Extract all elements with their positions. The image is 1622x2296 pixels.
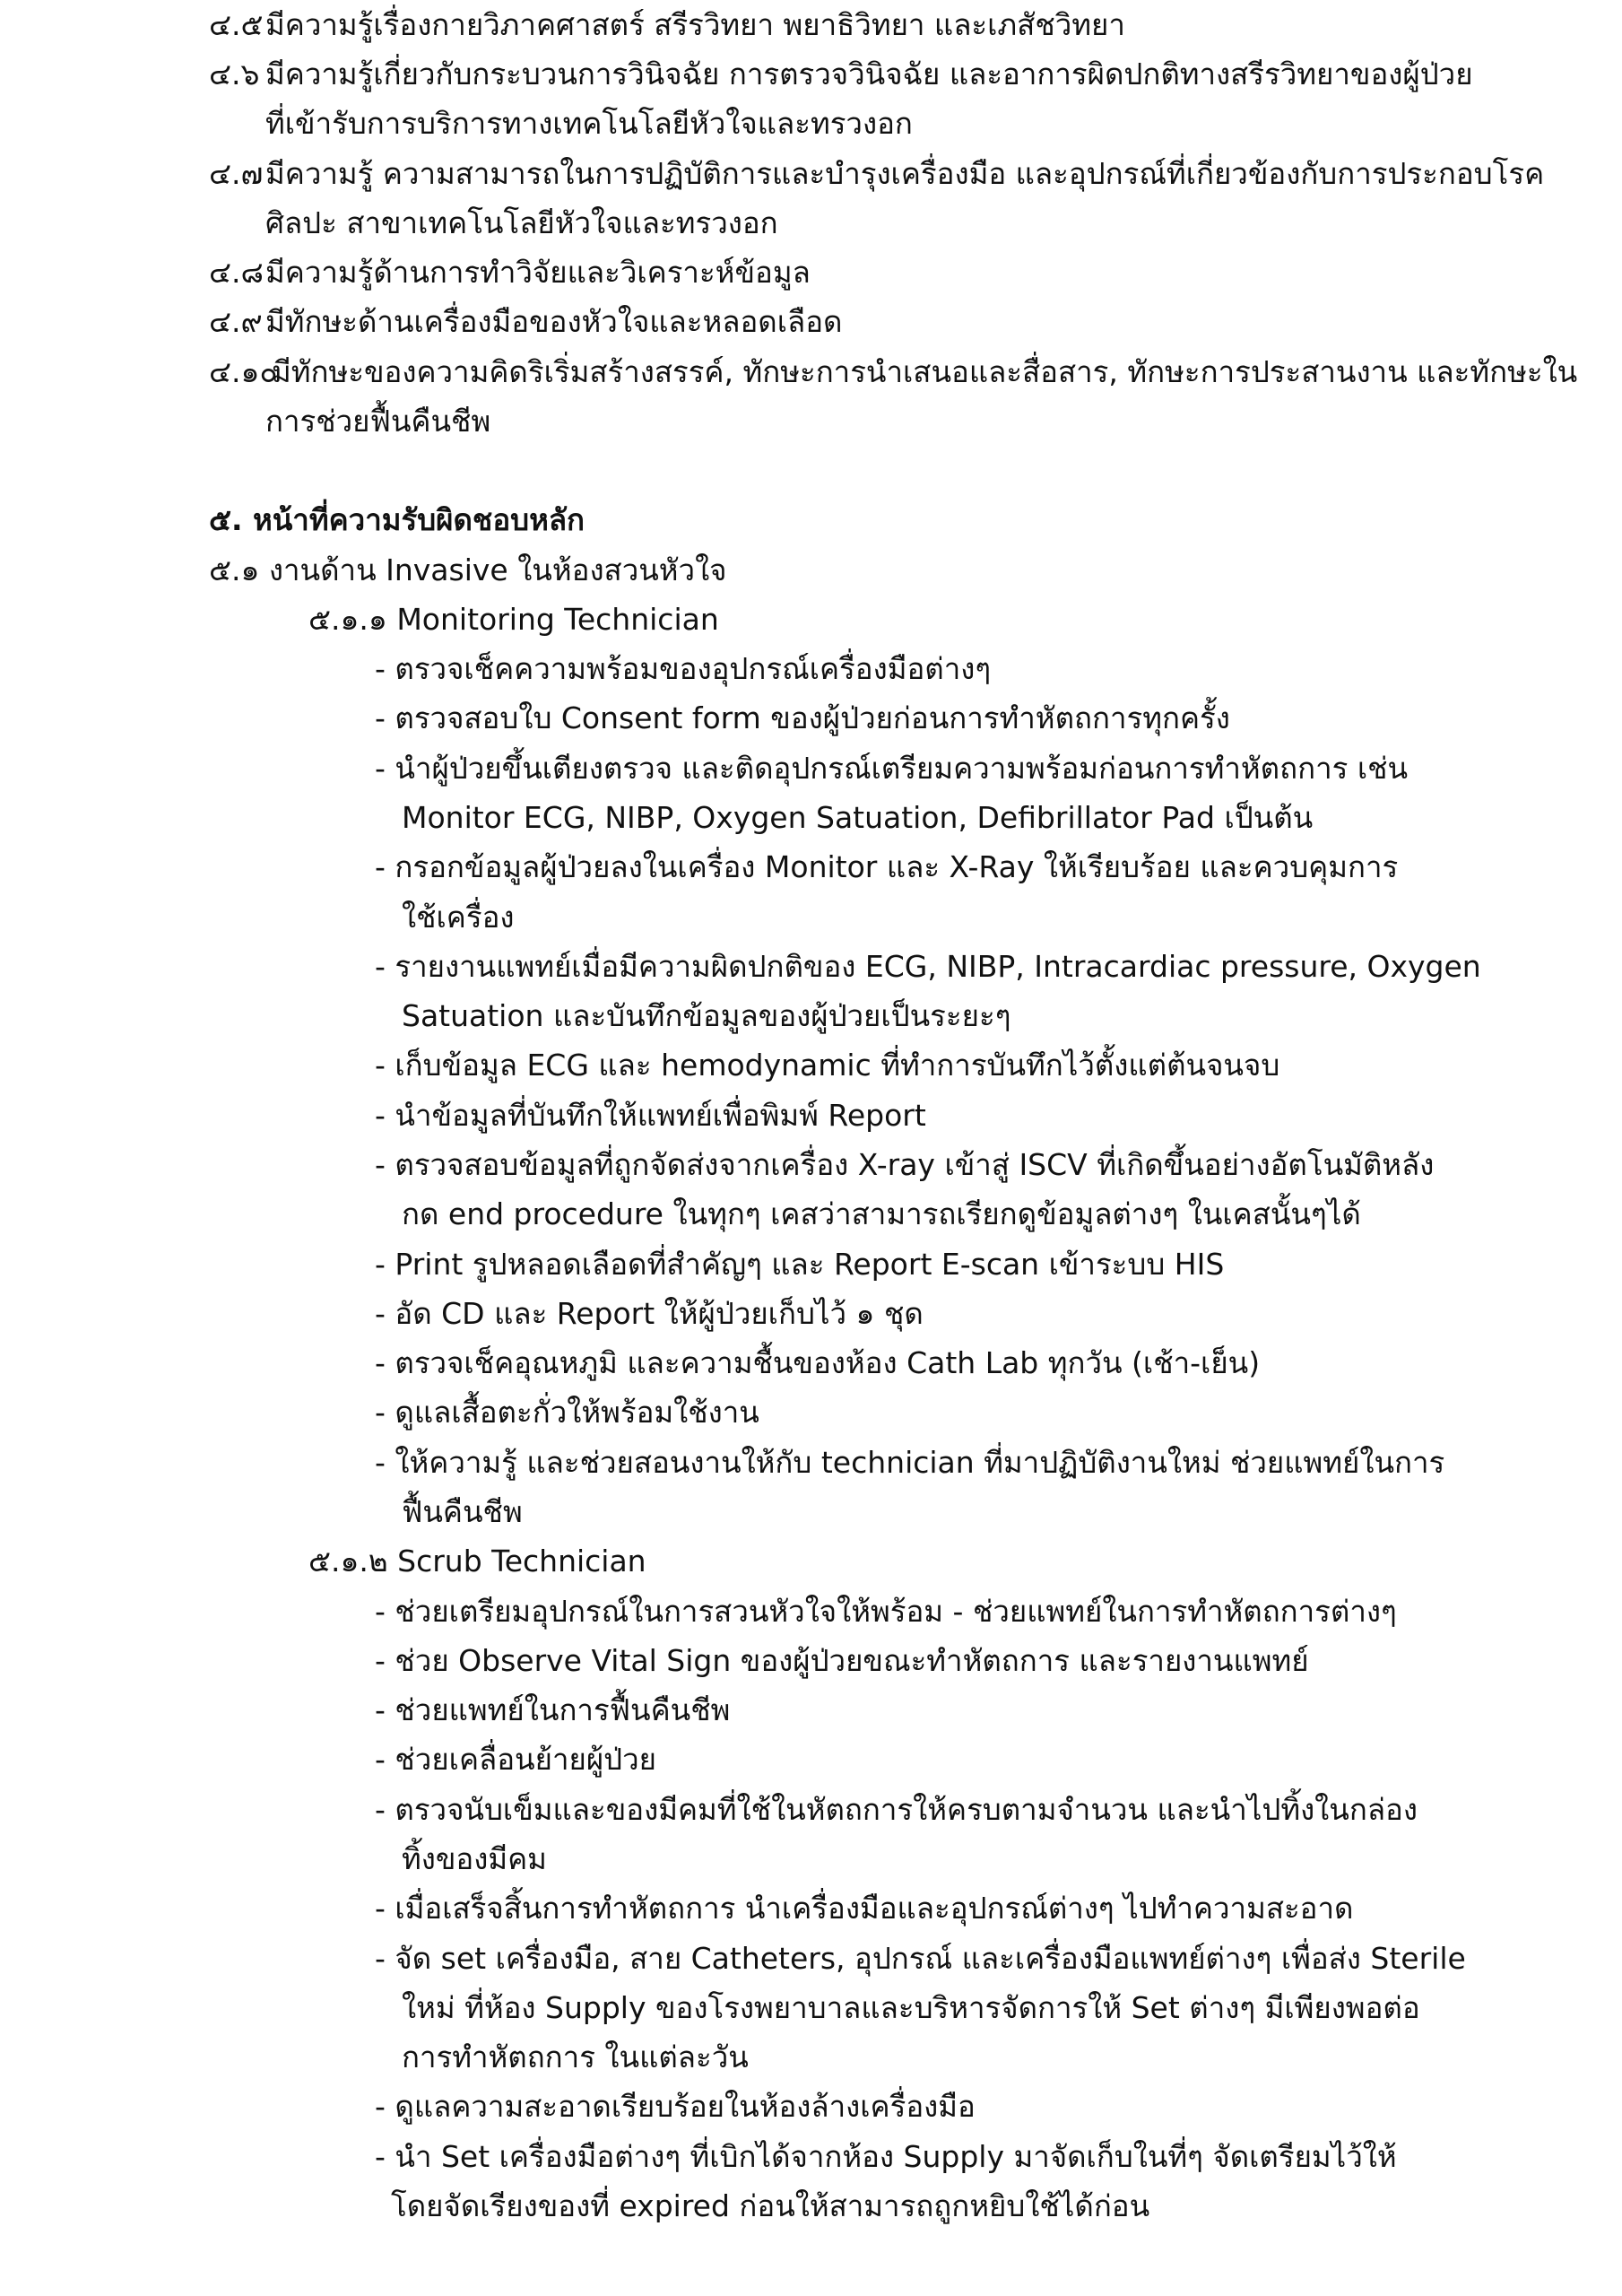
monitoring-bullet-4: - กรอกข้อมูลผู้ป่วยลงในเครื่อง Monitor และ X-Ray ให้เรียบร้อย และควบคุมการ (375, 849, 1399, 884)
monitoring-bullet-13: - ให้ความรู้ และช่วยสอนงานให้กับ technician ที่มาปฏิบัติงานใหม่ ช่วยแพทย์ในการ (375, 1445, 1445, 1480)
item-4-6-number: ๔.๖ (209, 57, 260, 91)
monitoring-bullet-7: - นำข้อมูลที่บันทึกให้แพทย์เพื่อพิมพ์ Report (375, 1098, 926, 1133)
item-4-6-line-1: มีความรู้เกี่ยวกับกระบวนการวินิจฉัย การตรวจวินิจฉัย และอาการผิดปกติทางสรีรวิทยาของผู้ป่วย (265, 57, 1473, 91)
monitoring-bullet-10: - อัด CD และ Report ให้ผู้ป่วยเก็บไว้ ๑ ชุด (375, 1296, 924, 1331)
scrub-bullet-9: - นำ Set เครื่องมือต่างๆ ที่เบิกได้จากห้อง Supply มาจัดเก็บในที่ๆ จัดเตรียมไว้ให้ (375, 2139, 1397, 2174)
monitoring-bullet-3: - นำผู้ป่วยขึ้นเตียงตรวจ และติดอุปกรณ์เตรียมความพร้อมก่อนการทำหัตถการ เช่น (375, 751, 1409, 786)
item-4-8-number: ๔.๘ (209, 255, 264, 290)
item-4-9-line-1: มีทักษะด้านเครื่องมือของหัวใจและหลอดเลือด (265, 304, 843, 339)
scrub-bullet-1: - ช่วยเตรียมอุปกรณ์ในการสวนหัวใจให้พร้อม - ช่วยแพทย์ในการทำหัตถการต่างๆ (375, 1594, 1397, 1629)
section-5-heading: ๕. หน้าที่ความรับผิดชอบหลัก (209, 502, 585, 537)
scrub-bullet-4: - ช่วยเคลื่อนย้ายผู้ป่วย (375, 1742, 656, 1777)
scrub-bullet-5-cont: ทิ้งของมีคม (402, 1841, 547, 1876)
scrub-bullet-5: - ตรวจนับเข็มและของมีคมที่ใช้ในหัตถการให้ครบตามจำนวน และนำไปทิ้งในกล่อง (375, 1792, 1418, 1827)
item-4-5-number: ๔.๕ (209, 7, 264, 42)
scrub-bullet-7-cont-1: ใหม่ ที่ห้อง Supply ของโรงพยาบาลและบริหารจัดการให้ Set ต่างๆ มีเพียงพอต่อ (402, 1990, 1420, 2025)
item-4-7-number: ๔.๗ (209, 156, 264, 191)
item-4-10-line-1: มีทักษะของความคิดริเริ่มสร้างสรรค์, ทักษะการนำเสนอและสื่อสาร, ทักษะการประสานงาน และทักษะใน (272, 354, 1578, 389)
item-4-7-line-2: ศิลปะ สาขาเทคโนโลยีหัวใจและทรวงอก (265, 205, 778, 240)
scrub-bullet-6: - เมื่อเสร็จสิ้นการทำหัตถการ นำเครื่องมือและอุปกรณ์ต่างๆ ไปทำความสะอาด (375, 1891, 1354, 1926)
scrub-technician-title: ๕.๑.๒ Scrub Technician (308, 1544, 646, 1578)
monitoring-bullet-8-cont: กด end procedure ในทุกๆ เคสว่าสามารถเรียกดูข้อมูลต่างๆ ในเคสนั้นๆได้ (402, 1196, 1361, 1231)
monitoring-technician-title: ๕.๑.๑ Monitoring Technician (308, 602, 719, 637)
monitoring-bullet-2: - ตรวจสอบใบ Consent form ของผู้ป่วยก่อนการทำหัตถการทุกครั้ง (375, 700, 1230, 735)
monitoring-bullet-1: - ตรวจเช็คความพร้อมของอุปกรณ์เครื่องมือต่างๆ (375, 651, 992, 686)
monitoring-bullet-6: - เก็บข้อมูล ECG และ hemodynamic ที่ทำการบันทึกไว้ตั้งแต่ต้นจนจบ (375, 1048, 1280, 1083)
scrub-bullet-3: - ช่วยแพทย์ในการฟื้นคืนชีพ (375, 1692, 731, 1727)
scrub-bullet-7-cont-2: การทำหัตถการ ในแต่ละวัน (402, 2039, 749, 2074)
monitoring-bullet-4-cont: ใช้เครื่อง (402, 900, 515, 935)
scrub-bullet-9-cont: โดยจัดเรียงของที่ expired ก่อนให้สามารถถูกหยิบใช้ได้ก่อน (391, 2188, 1150, 2223)
item-4-10-number: ๔.๑๐ (209, 354, 278, 389)
monitoring-bullet-5: - รายงานแพทย์เมื่อมีความผิดปกติของ ECG, NIBP, Intracardiac pressure, Oxygen (375, 949, 1481, 984)
item-4-10-line-2: การช่วยฟื้นคืนชีพ (265, 404, 491, 439)
monitoring-bullet-8: - ตรวจสอบข้อมูลที่ถูกจัดส่งจากเครื่อง X-ray เข้าสู่ ISCV ที่เกิดขึ้นอย่างอัตโนมัติหลัง (375, 1147, 1435, 1182)
monitoring-bullet-12: - ดูแลเสื้อตะกั่วให้พร้อมใช้งาน (375, 1395, 759, 1430)
monitoring-bullet-13-cont: ฟื้นคืนชีพ (402, 1494, 523, 1529)
scrub-bullet-2: - ช่วย Observe Vital Sign ของผู้ป่วยขณะทำหัตถการ และรายงานแพทย์ (375, 1643, 1309, 1678)
monitoring-bullet-5-cont: Satuation และบันทึกข้อมูลของผู้ป่วยเป็นระยะๆ (402, 998, 1011, 1033)
scrub-bullet-8: - ดูแลความสะอาดเรียบร้อยในห้องล้างเครื่องมือ (375, 2089, 976, 2124)
monitoring-bullet-9: - Print รูปหลอดเลือดที่สำคัญๆ และ Report E-scan เข้าระบบ HIS (375, 1247, 1225, 1282)
monitoring-bullet-3-cont: Monitor ECG, NIBP, Oxygen Satuation, Defibrillator Pad เป็นต้น (402, 800, 1314, 835)
item-4-5-line-1: มีความรู้เรื่องกายวิภาคศาสตร์ สรีรวิทยา พยาธิวิทยา และเภสัชวิทยา (265, 7, 1125, 42)
item-4-9-number: ๔.๙ (209, 304, 263, 339)
scrub-bullet-7: - จัด set เครื่องมือ, สาย Catheters, อุปกรณ์ และเครื่องมือแพทย์ต่างๆ เพื่อส่ง Sterile (375, 1941, 1466, 1976)
item-4-6-line-2: ที่เข้ารับการบริการทางเทคโนโลยีหัวใจและทรวงอก (265, 106, 913, 141)
section-5-1-title: ๕.๑ งานด้าน Invasive ในห้องสวนหัวใจ (209, 552, 727, 587)
item-4-8-line-1: มีความรู้ด้านการทำวิจัยและวิเคราะห์ข้อมูล (265, 255, 811, 290)
monitoring-bullet-11: - ตรวจเช็คอุณหภูมิ และความชื้นของห้อง Cath Lab ทุกวัน (เช้า-เย็น) (375, 1345, 1261, 1380)
item-4-7-line-1: มีความรู้ ความสามารถในการปฏิบัติการและบำรุงเครื่องมือ และอุปกรณ์ที่เกี่ยวข้องกับการประกอบโรค (265, 156, 1545, 191)
